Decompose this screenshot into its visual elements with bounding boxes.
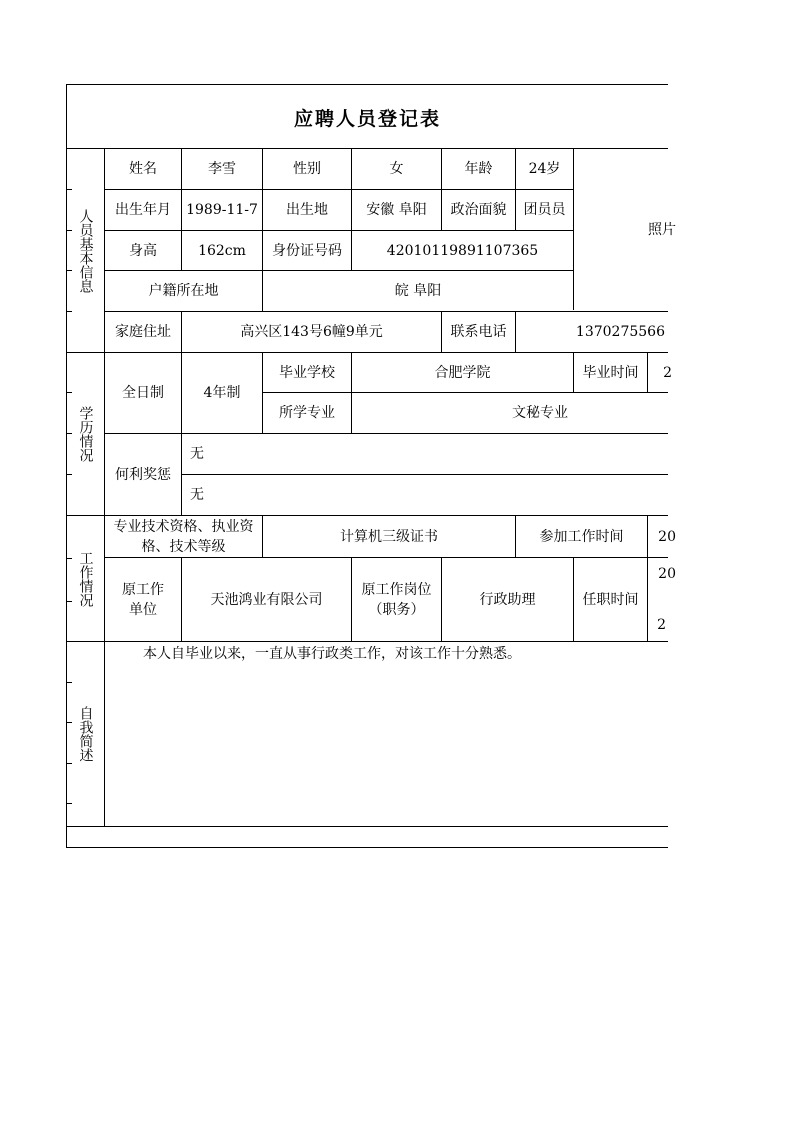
school-label: 毕业学校 [262,352,351,393]
awards-label: 何利奖惩 [104,433,181,515]
major-text: 文秘专业 [512,405,568,421]
age-label: 年龄 [441,148,515,189]
hukou-label: 户籍所在地 [104,270,262,311]
row-tick [67,763,72,764]
tenure-value [647,557,676,641]
row-tick [67,189,72,190]
political-value: 团员员 [515,189,573,230]
qualification-value: 计算机三级证书 [262,515,515,557]
row-tick [67,392,72,393]
section-self-description: 自我简述 [67,641,104,826]
award-1: 无 [181,433,668,474]
tenure-text-1: 20 [658,566,676,582]
school-value: 合肥学院 [351,352,573,393]
row-tick [67,682,72,683]
birthplace-label: 出生地 [262,189,351,230]
section-basic-info: 人员基本信息 [67,148,104,352]
self-description: 本人自毕业以来，一直从事行政类工作，对该工作十分熟悉。 [104,641,668,826]
birthplace-value: 安徽 阜阳 [351,189,441,230]
form-title: 应聘人员登记表 [293,107,441,130]
row-tick [67,230,72,231]
qualification-label: 专业技术资格、执业资格、技术等级 [104,515,262,557]
row-tick [67,474,72,475]
company-value: 天池鸿业有限公司 [181,557,351,641]
age-value: 24岁 [515,148,573,189]
height-label: 身高 [104,230,181,270]
name-label: 姓名 [104,148,181,189]
row-tick [67,270,72,271]
company-label: 原工作单位 [104,557,181,641]
position-value: 行政助理 [441,557,573,641]
id-value: 42010119891107365 [351,230,573,270]
tenure-label: 任职时间 [573,557,647,641]
phone-value [515,311,668,352]
photo-label: 照片 [648,221,676,238]
major-value [351,392,668,433]
gender-label: 性别 [262,148,351,189]
work-start-label: 参加工作时间 [515,515,647,557]
row-tick [67,558,72,559]
footer-row [67,826,668,847]
name-value: 李雪 [181,148,262,189]
award-2: 无 [181,474,668,515]
height-value: 162cm [181,230,262,270]
phone-text: 1370275566 [575,324,665,340]
id-label: 身份证号码 [262,230,351,270]
row-tick [67,722,72,723]
tenure-text-2: 2 [657,617,666,633]
row-tick [67,803,72,804]
grad-time-text: 2 [663,365,672,381]
row-tick [67,433,72,434]
study-type: 全日制 [104,352,181,433]
major-label: 所学专业 [262,392,351,433]
birth-value: 1989-11-7 [181,189,262,230]
work-start-value [647,515,676,557]
row-tick [67,601,72,602]
gender-value: 女 [351,148,441,189]
grad-time-label: 毕业时间 [573,352,647,393]
phone-label: 联系电话 [441,311,515,352]
political-label: 政治面貌 [441,189,515,230]
registration-form [66,84,676,848]
photo-box [573,148,676,310]
birth-label: 出生年月 [104,189,181,230]
address-label: 家庭住址 [104,311,181,352]
study-years: 4年制 [181,352,262,433]
row-tick [67,311,72,312]
section-work: 工作情况 [67,515,104,641]
hukou-value: 皖 阜阳 [262,270,573,311]
address-value: 高兴区143号6幢9单元 [181,311,441,352]
work-start-text: 20 [658,528,676,545]
section-education: 学历情况 [67,352,104,515]
grad-time-value [647,352,672,393]
position-label: 原工作岗位（职务） [351,557,441,641]
